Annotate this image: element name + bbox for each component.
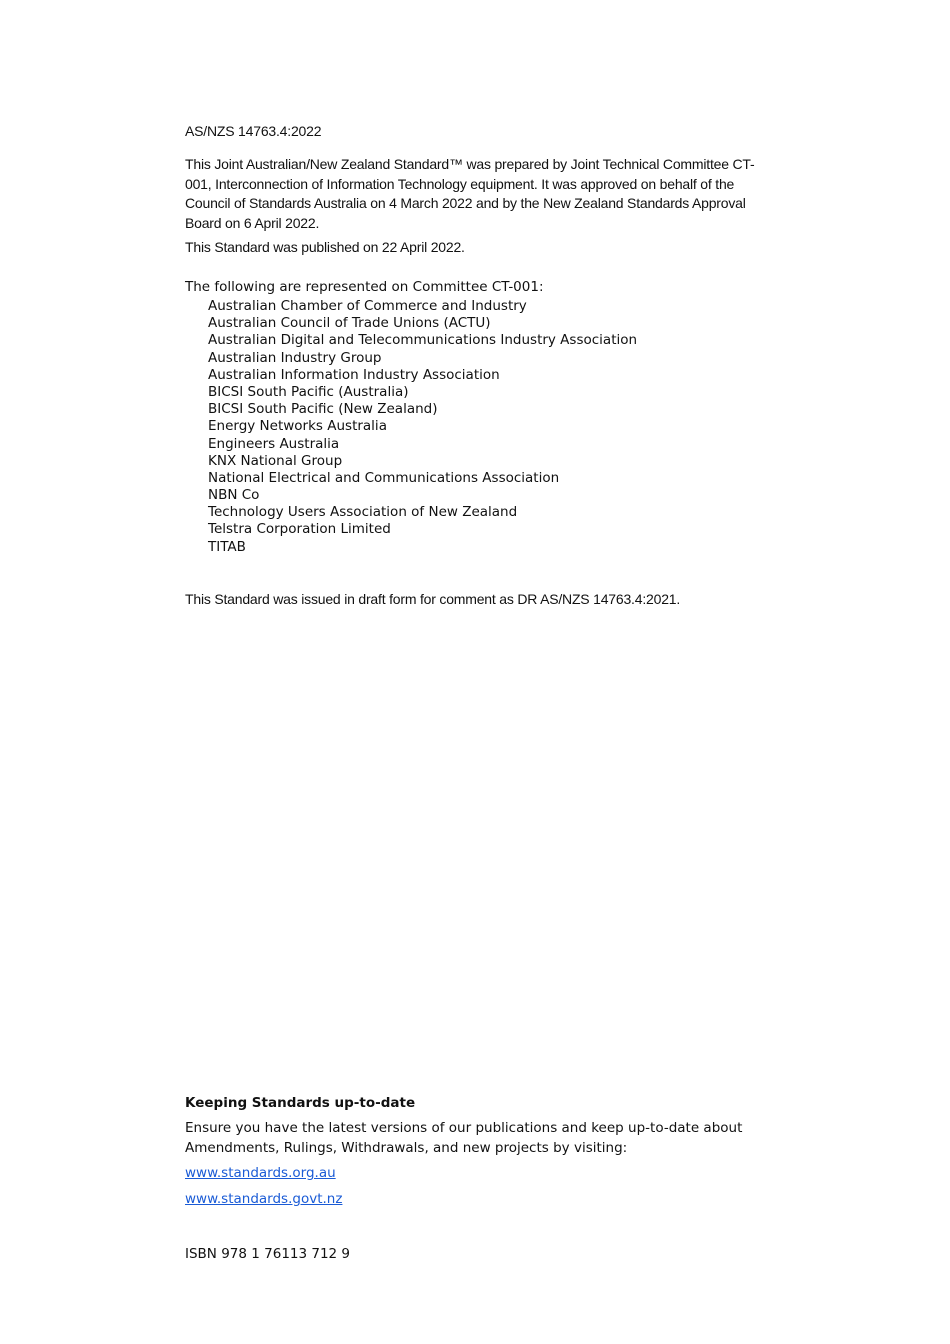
committee-member: Engineers Australia bbox=[208, 435, 340, 452]
standards-new-zealand-link[interactable]: www.standards.govt.nz bbox=[185, 1191, 343, 1207]
publication-note: This Standard was published on 22 April 2022. bbox=[185, 239, 465, 255]
committee-member: Australian Industry Group bbox=[208, 349, 382, 366]
committee-member: Technology Users Association of New Zealand bbox=[208, 504, 518, 521]
keeping-up-to-date-text: Ensure you have the latest versions of our publications and keep up-to-date about Amendments, Rulings, Withdrawals, and new projects by visiting: bbox=[185, 1120, 743, 1156]
committee-member: Energy Networks Australia bbox=[208, 418, 387, 435]
committee-member: Telstra Corporation Limited bbox=[208, 521, 391, 538]
committee-member: National Electrical and Communications Association bbox=[208, 469, 560, 486]
committee-member: Australian Council of Trade Unions (ACTU) bbox=[208, 315, 491, 332]
keeping-up-to-date-heading: Keeping Standards up-to-date bbox=[185, 1095, 416, 1111]
committee-member: TITAB bbox=[208, 538, 246, 555]
draft-note: This Standard was issued in draft form for comment as DR AS/NZS 14763.4:2021. bbox=[185, 591, 681, 607]
committee-heading: The following are represented on Committee CT-001: bbox=[185, 279, 544, 295]
committee-member: BICSI South Pacific (New Zealand) bbox=[208, 401, 438, 418]
committee-member: NBN Co bbox=[208, 487, 260, 504]
committee-member: Australian Information Industry Association bbox=[208, 366, 500, 383]
committee-member: Australian Chamber of Commerce and Industry bbox=[208, 298, 527, 314]
committee-member-list bbox=[208, 298, 637, 556]
committee-member: KNX National Group bbox=[208, 452, 343, 469]
document-id: AS/NZS 14763.4:2022 bbox=[185, 123, 322, 139]
standards-australia-link[interactable]: www.standards.org.au bbox=[185, 1165, 336, 1181]
isbn-number: ISBN 978 1 76113 712 9 bbox=[185, 1246, 351, 1262]
committee-member: Australian Digital and Telecommunications Industry Association bbox=[208, 332, 638, 349]
intro-paragraph: This Joint Australian/New Zealand Standard™ was prepared by Joint Technical Committee CT-001, Interconnection of Information Technology equipment. It was approved on behalf of the Council of Standards Australia on 4 March 2022 and by the New Zealand Standards Approval Board on 6 April 2022. bbox=[185, 156, 755, 231]
committee-member: BICSI South Pacific (Australia) bbox=[208, 383, 409, 400]
